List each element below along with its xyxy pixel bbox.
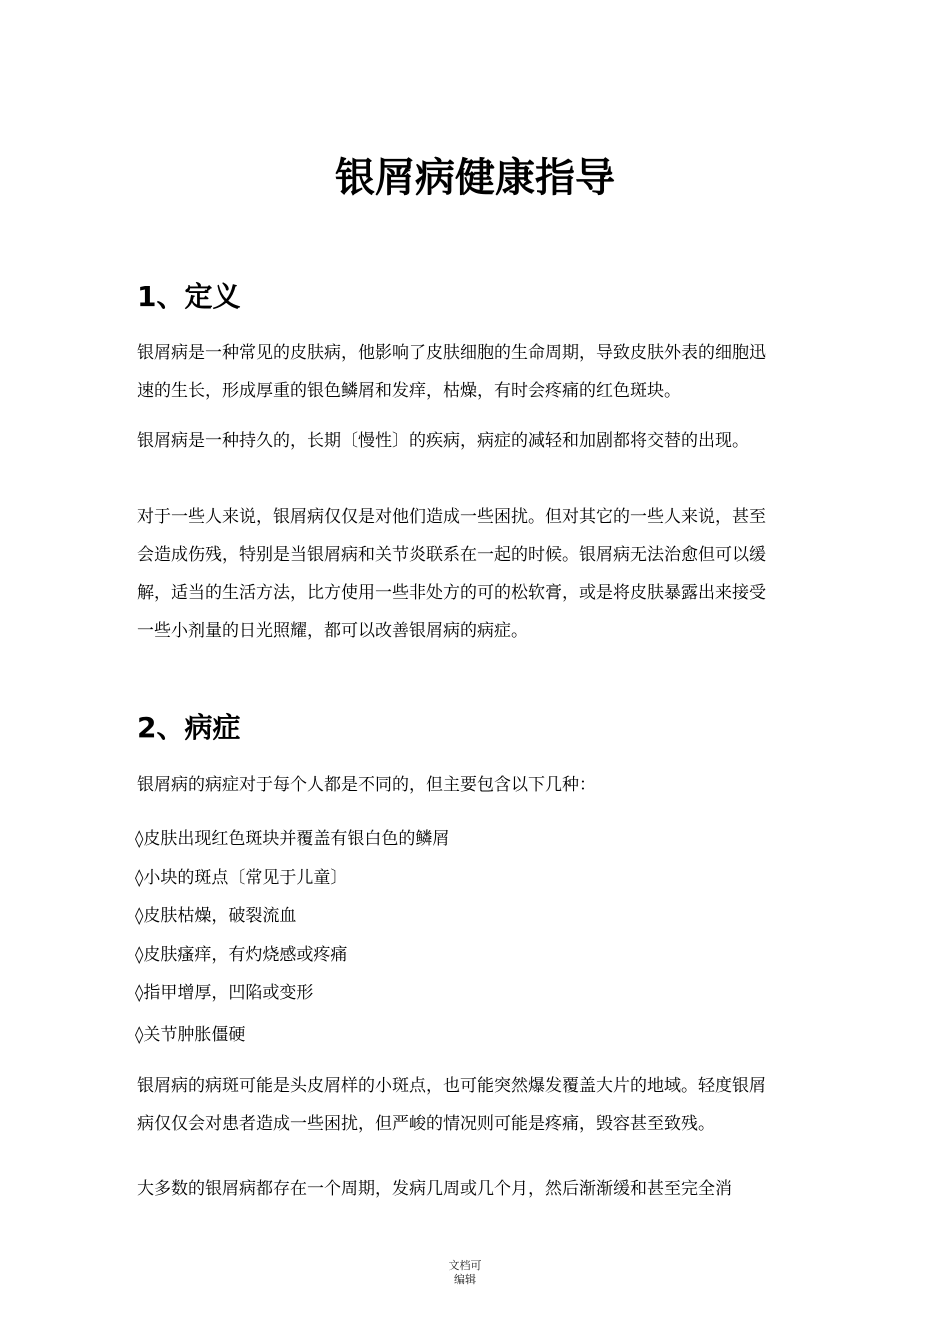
text-line: 对于一些人来说，银屑病仅仅是对他们造成一些困扰。但对其它的一些人来说，甚至 — [137, 507, 766, 527]
text-line: 速的生长，形成厚重的银色鳞屑和发痒，枯燥，有时会疼痛的红色斑块。 — [137, 381, 681, 401]
paragraph-symptoms-intro — [137, 766, 817, 804]
footer-line: 文档可 — [448, 1259, 482, 1272]
text-line: 大多数的银屑病都存在一个周期，发病几周或几个月，然后渐渐缓和甚至完全消 — [137, 1179, 732, 1199]
footer-line: 编辑 — [454, 1273, 476, 1286]
paragraph-definition-3 — [137, 498, 817, 650]
symptom-list-item: ◊指甲增厚，凹陷或变形 — [135, 983, 314, 1003]
symptom-list-item: ◊皮肤瘙痒，有灼烧感或疼痛 — [135, 945, 348, 965]
text-line: 银屑病是一种常见的皮肤病，他影响了皮肤细胞的生命周期，导致皮肤外表的细胞迅 — [137, 343, 766, 363]
symptom-list-item: ◊皮肤出现红色斑块并覆盖有银白色的鳞屑 — [135, 829, 450, 849]
symptom-list-item: ◊皮肤枯燥，破裂流血 — [135, 906, 297, 926]
document-title: 银屑病健康指导 — [335, 155, 615, 201]
text-line: 银屑病是一种持久的，长期〔慢性〕的疾病，病症的减轻和加剧都将交替的出现。 — [137, 431, 749, 451]
text-line: 银屑病的病症对于每个人都是不同的，但主要包含以下几种： — [137, 775, 596, 795]
text-line: 解，适当的生活方法，比方使用一些非处方的可的松软膏，或是将皮肤暴露出来接受 — [137, 583, 766, 603]
section-heading-definition: 1、定义 — [137, 280, 241, 313]
paragraph-symptoms-1 — [137, 1067, 817, 1143]
page-footer — [0, 1259, 930, 1287]
text-line: 会造成伤残，特别是当银屑病和关节炎联系在一起的时候。银屑病无法治愈但可以缓 — [137, 545, 766, 565]
text-line: 病仅仅会对患者造成一些困扰，但严峻的情况则可能是疼痛，毁容甚至致残。 — [137, 1114, 715, 1134]
text-line: 银屑病的病斑可能是头皮屑样的小斑点，也可能突然爆发覆盖大片的地域。轻度银屑 — [137, 1076, 766, 1096]
symptom-list-item: ◊关节肿胀僵硬 — [135, 1025, 246, 1045]
paragraph-definition-2 — [137, 422, 817, 460]
text-line: 一些小剂量的日光照耀，都可以改善银屑病的病症。 — [137, 621, 528, 641]
paragraph-symptoms-2 — [137, 1170, 817, 1208]
section-heading-symptoms: 2、病症 — [137, 711, 241, 744]
paragraph-definition-1 — [137, 334, 817, 410]
symptom-list-item: ◊小块的斑点〔常见于儿童〕 — [135, 868, 348, 888]
